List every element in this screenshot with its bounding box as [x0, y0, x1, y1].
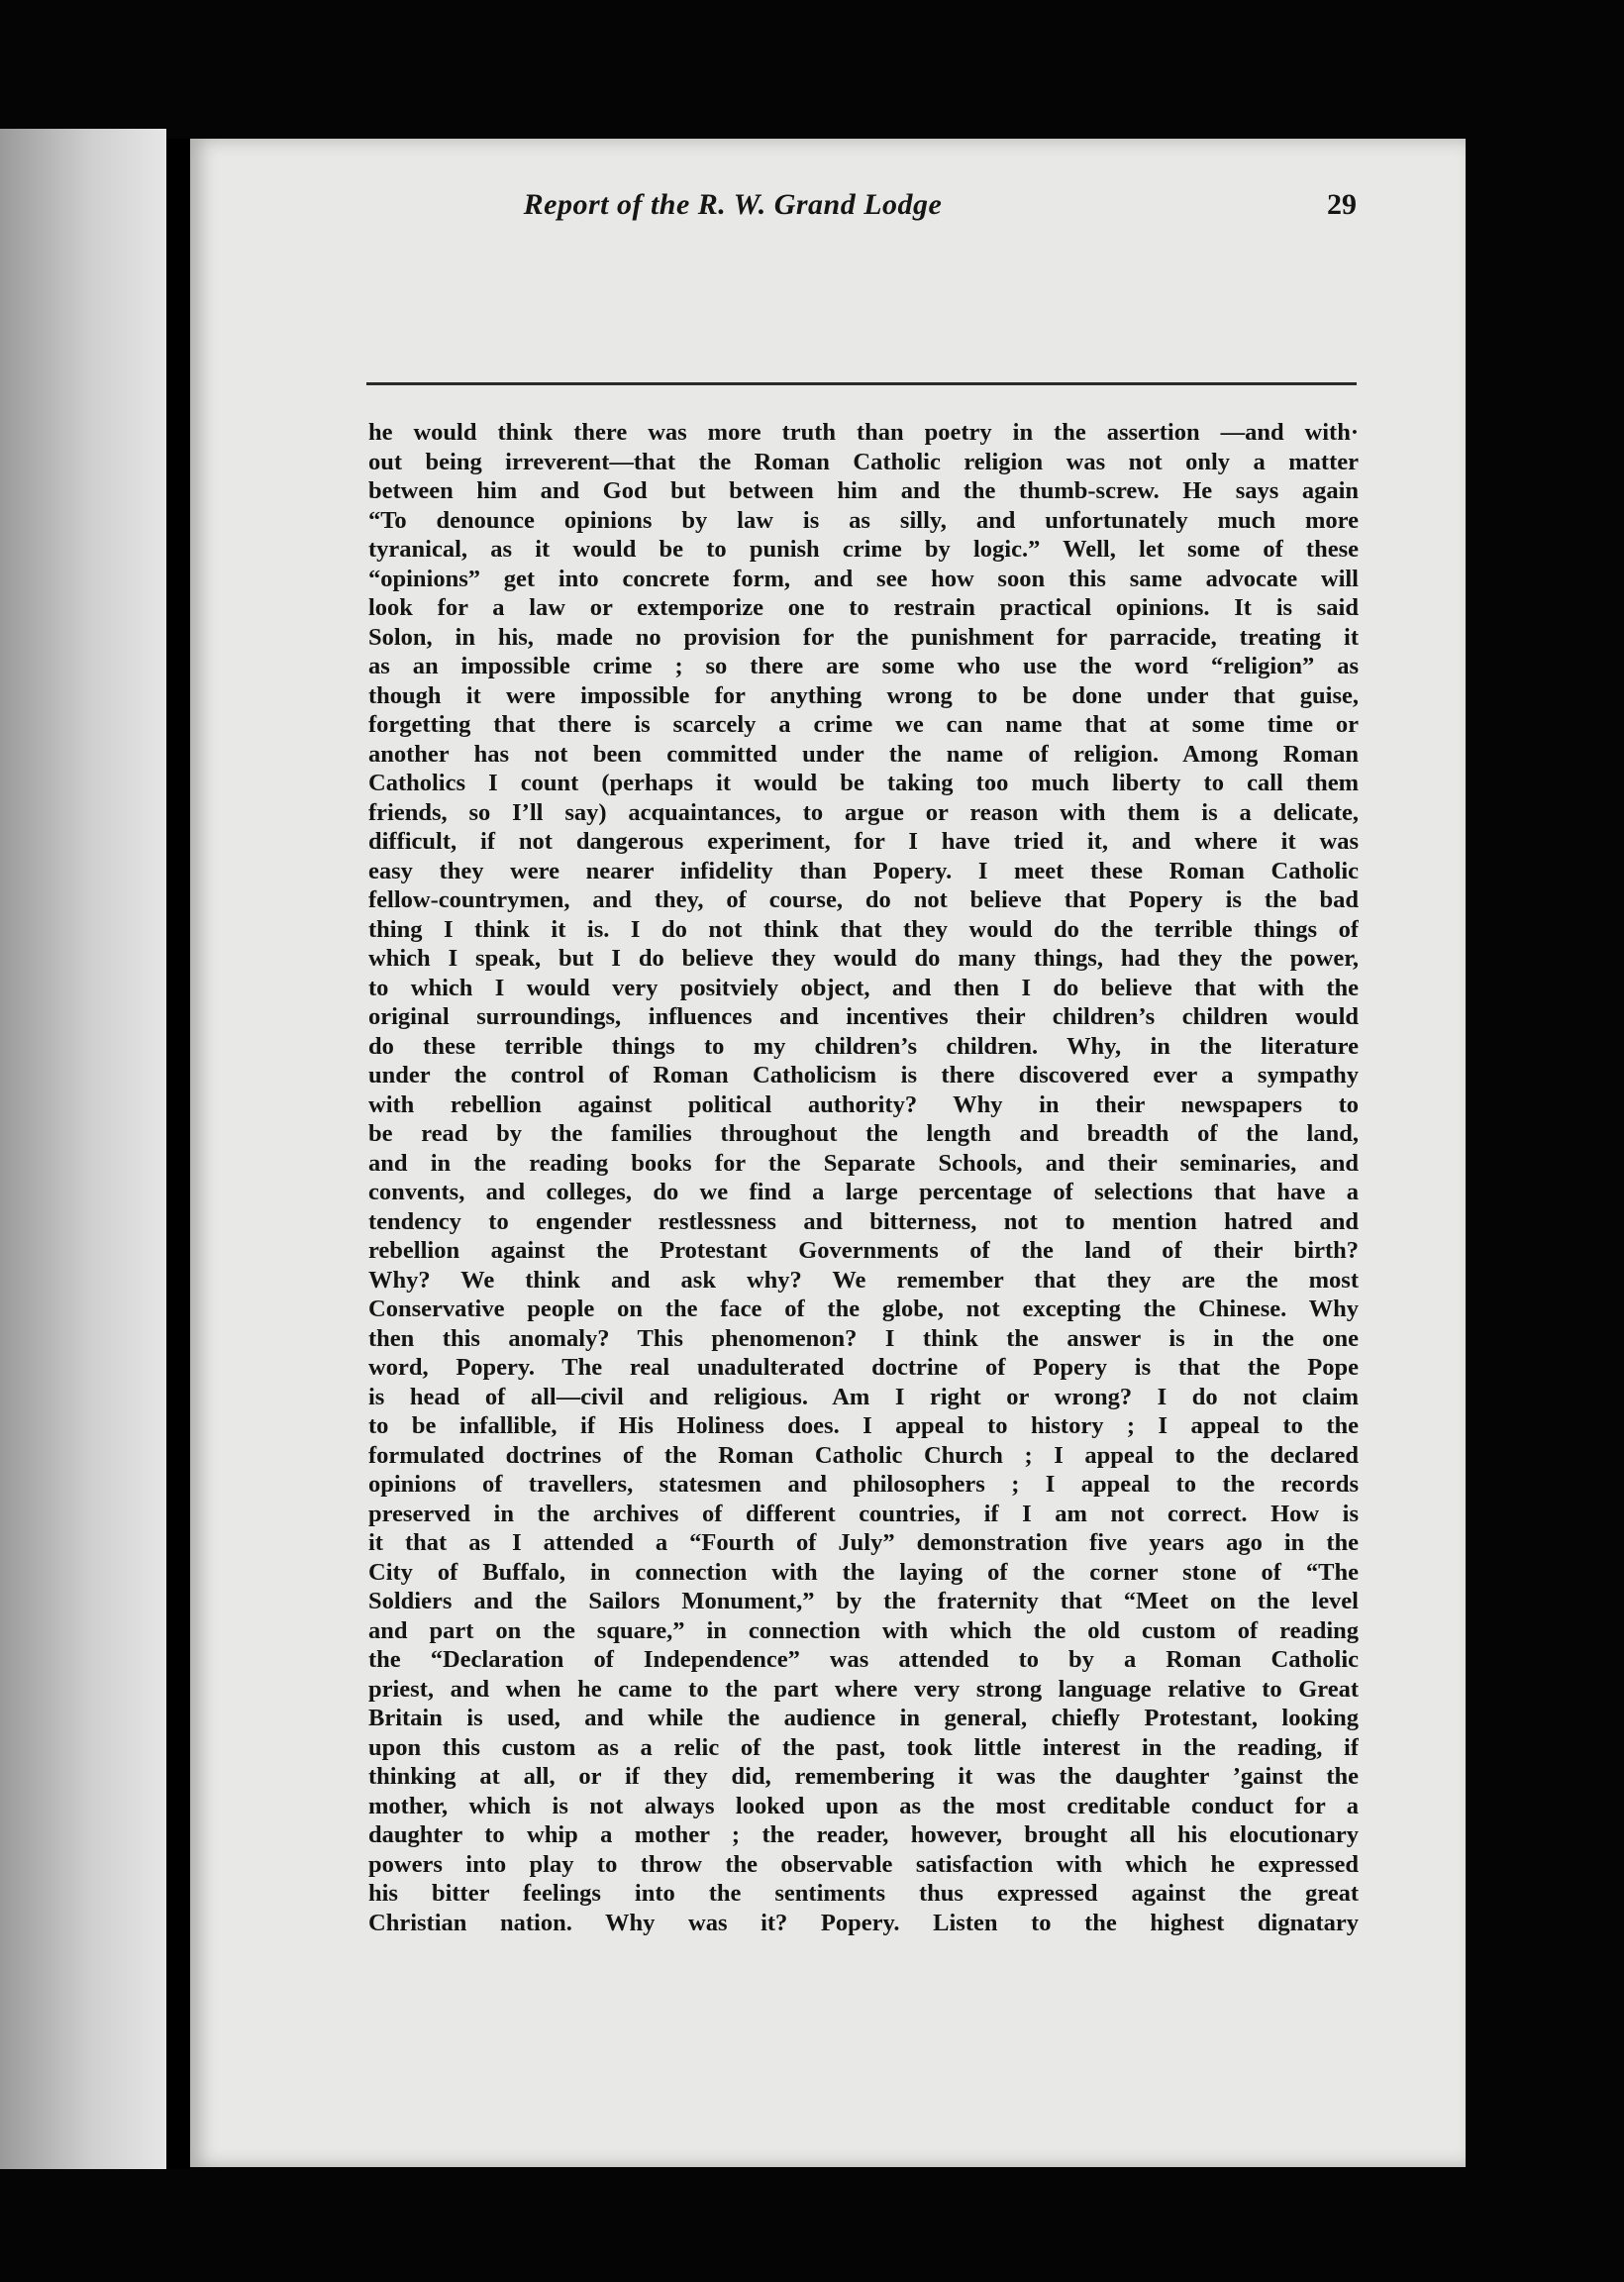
text-line: look for a law or extemporize one to restrain practical opinions. It is said: [368, 594, 1359, 621]
text-line: then this anomaly? This phenomenon? I think the answer is in the one: [368, 1324, 1359, 1352]
text-line: which I speak, but I do believe they would do many things, had they the power,: [368, 945, 1359, 972]
page-header: [436, 188, 1357, 248]
text-line: City of Buffalo, in connection with the laying of the corner stone of “The: [368, 1558, 1359, 1586]
text-line: Solon, in his, made no provision for the punishment for parracide, treating it: [368, 623, 1359, 651]
text-line: thinking at all, or if they did, remembering it was the daughter ’gainst the: [368, 1763, 1359, 1790]
text-line: “opinions” get into concrete form, and see how soon this same advocate will: [368, 565, 1359, 592]
text-line: Christian nation. Why was it? Popery. Listen to the highest dignatary: [368, 1909, 1359, 1936]
text-line: opinions of travellers, statesmen and philosophers ; I appeal to the records: [368, 1471, 1359, 1498]
text-line: daughter to whip a mother ; the reader, however, brought all his elocutionary: [368, 1821, 1359, 1848]
text-line: difficult, if not dangerous experiment, for I have tried it, and where it was: [368, 828, 1359, 855]
text-line: his bitter feelings into the sentiments thus expressed against the great: [368, 1880, 1359, 1907]
page-number: 29: [1327, 188, 1357, 221]
running-title: Report of the R. W. Grand Lodge: [523, 188, 943, 221]
text-line: it that as I attended a “Fourth of July” demonstration five years ago in the: [368, 1529, 1359, 1556]
text-line: original surroundings, influences and incentives their children’s children would: [368, 1003, 1359, 1030]
text-line: he would think there was more truth than poetry in the assertion —and with·: [368, 419, 1359, 446]
text-line: rebellion against the Protestant Governments of the land of their birth?: [368, 1237, 1359, 1264]
text-line: convents, and colleges, do we find a large percentage of selections that have a: [368, 1179, 1359, 1205]
text-line: preserved in the archives of different countries, if I am not correct. How is: [368, 1500, 1359, 1527]
text-line: mother, which is not always looked upon as the most creditable conduct for a: [368, 1792, 1359, 1819]
text-line: with rebellion against political authority? Why in their newspapers to: [368, 1090, 1359, 1118]
text-line: to be infallible, if His Holiness does. I appeal to history ; I appeal to the: [368, 1412, 1359, 1439]
text-line: tyranical, as it would be to punish crime by logic.” Well, let some of these: [368, 536, 1359, 563]
text-line: is head of all—civil and religious. Am I right or wrong? I do not claim: [368, 1383, 1359, 1410]
text-line: and part on the square,” in connection with which the old custom of reading: [368, 1616, 1359, 1644]
body-text: [368, 418, 1359, 1937]
text-line: be read by the families throughout the length and breadth of the land,: [368, 1120, 1359, 1147]
text-line: to which I would very positviely object, and then I do believe that with the: [368, 974, 1359, 1001]
header-rule: [366, 382, 1357, 385]
text-line: priest, and when he came to the part where very strong language relative to Great: [368, 1675, 1359, 1703]
text-line: under the control of Roman Catholicism is there discovered ever a sympathy: [368, 1062, 1359, 1089]
text-line: out being irreverent—that the Roman Catholic religion was not only a matter: [368, 448, 1359, 475]
text-line: do these terrible things to my children’s children. Why, in the literature: [368, 1032, 1359, 1060]
text-line: fellow-countrymen, and they, of course, do not believe that Popery is the bad: [368, 886, 1359, 913]
text-line: Britain is used, and while the audience in general, chiefly Protestant, looking: [368, 1705, 1359, 1731]
text-line: the “Declaration of Independence” was attended to by a Roman Catholic: [368, 1646, 1359, 1673]
text-line: “To denounce opinions by law is as silly, and unfortunately much more: [368, 506, 1359, 534]
text-line: upon this custom as a relic of the past, took little interest in the reading, if: [368, 1733, 1359, 1761]
text-line: thing I think it is. I do not think that they would do the terrible things of: [368, 915, 1359, 943]
adjacent-page-edge: [0, 129, 166, 2169]
text-line: friends, so I’ll say) acquaintances, to argue or reason with them is a delicate,: [368, 798, 1359, 826]
text-line: powers into play to throw the observable satisfaction with which he expressed: [368, 1850, 1359, 1878]
text-line: and in the reading books for the Separate Schools, and their seminaries, and: [368, 1149, 1359, 1177]
text-line: tendency to engender restlessness and bitterness, not to mention hatred and: [368, 1207, 1359, 1235]
text-line: Soldiers and the Sailors Monument,” by the fraternity that “Meet on the level: [368, 1588, 1359, 1614]
text-line: another has not been committed under the name of religion. Among Roman: [368, 740, 1359, 768]
text-line: as an impossible crime ; so there are some who use the word “religion” as: [368, 653, 1359, 679]
text-line: Conservative people on the face of the globe, not excepting the Chinese. Why: [368, 1296, 1359, 1322]
text-line: easy they were nearer infidelity than Popery. I meet these Roman Catholic: [368, 857, 1359, 884]
text-line: formulated doctrines of the Roman Catholic Church ; I appeal to the declared: [368, 1441, 1359, 1469]
text-line: between him and God but between him and the thumb-screw. He says again: [368, 477, 1359, 504]
text-line: Catholics I count (perhaps it would be taking too much liberty to call them: [368, 770, 1359, 796]
text-line: forgetting that there is scarcely a crime we can name that at some time or: [368, 711, 1359, 738]
text-line: Why? We think and ask why? We remember that they are the most: [368, 1266, 1359, 1294]
book-gutter: [166, 139, 190, 2169]
text-line: word, Popery. The real unadulterated doctrine of Popery is that the Pope: [368, 1354, 1359, 1381]
text-line: though it were impossible for anything wrong to be done under that guise,: [368, 681, 1359, 709]
